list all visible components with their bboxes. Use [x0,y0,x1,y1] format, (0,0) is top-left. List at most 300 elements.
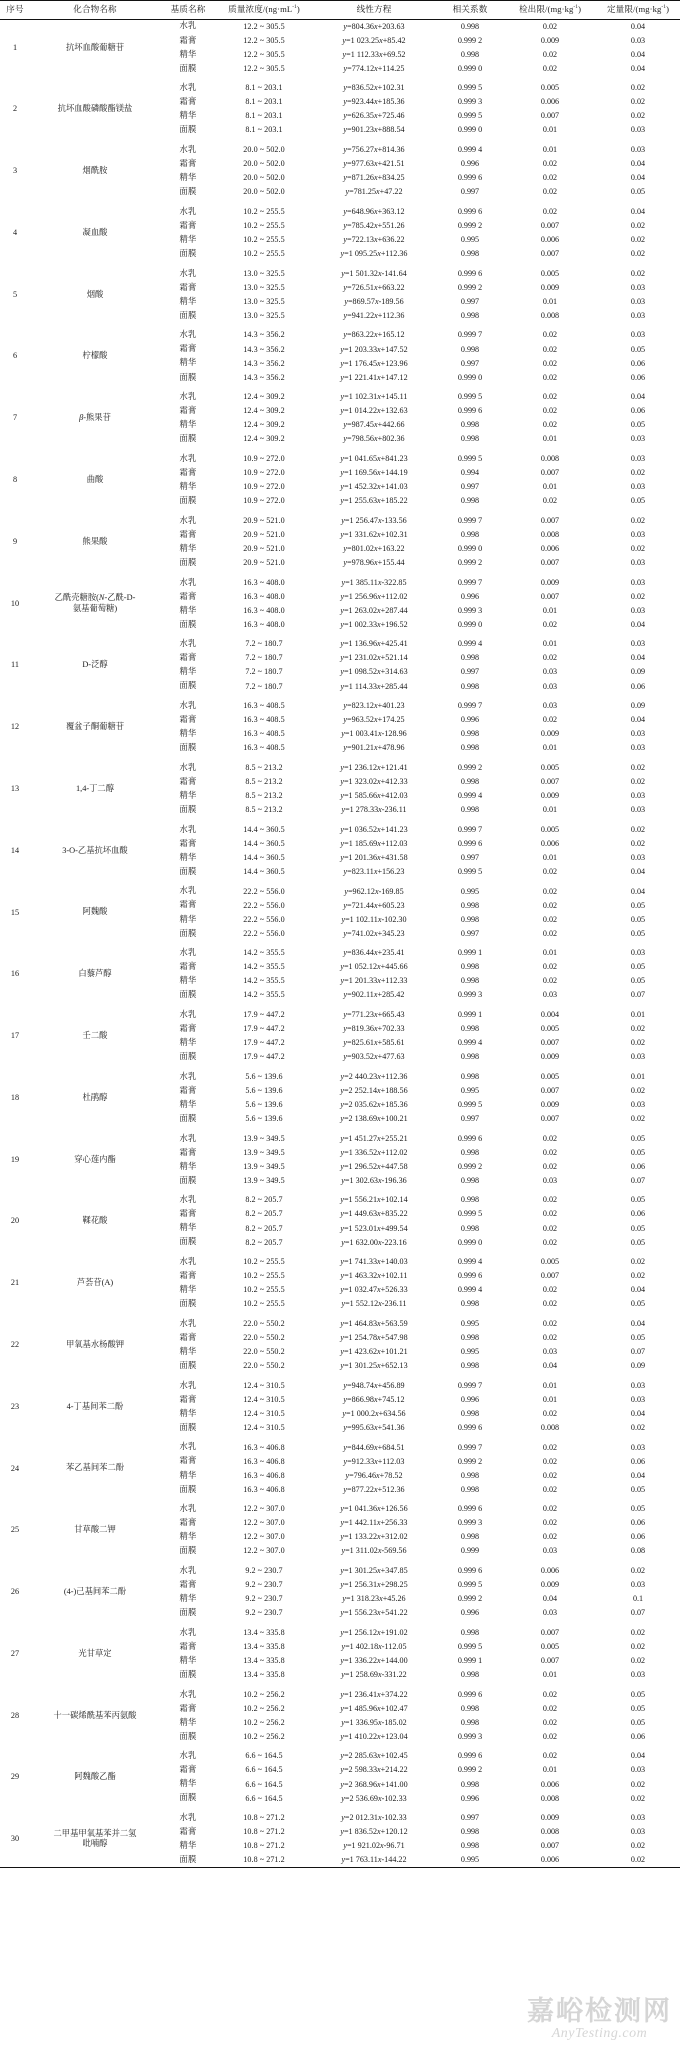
cell-loq: 0.03 [630,1394,646,1404]
cell-loq: 0.05 [630,976,646,986]
cell-correlation: 0.999 7 [457,824,483,834]
cell-equation: y=1 336.52x+112.02 [340,1147,408,1157]
cell-matrix: 精华 [179,1655,197,1665]
cell-correlation: 0.998 [460,805,480,815]
cell-lod: 0.02 [542,1408,558,1418]
cell-loq: 0.02 [630,1257,646,1267]
cell-concentration: 8.5 ~ 213.2 [245,805,283,815]
cell-concentration: 6.6 ~ 164.5 [245,1765,283,1775]
cell-correlation: 0.997 [460,482,480,492]
cell-loq: 0.09 [630,667,646,677]
cell-correlation: 0.998 [460,249,480,259]
cell-correlation: 0.999 3 [457,1518,483,1528]
cell-concentration: 16.3 ~ 406.8 [243,1442,285,1452]
cell-correlation: 0.999 6 [457,406,483,416]
cell-equation: y=1 301.25x+652.13 [340,1361,408,1371]
cell-correlation: 0.995 [460,1347,480,1357]
cell-no: 8 [12,475,18,485]
cell-compound-name: 壬二酸 [82,1031,108,1040]
cell-equation: y=995.63x+541.36 [343,1422,405,1432]
cell-concentration: 10.2 ~ 255.5 [243,1299,285,1309]
cell-correlation: 0.999 4 [457,639,483,649]
col-header-lod: 检出限$/(mg\cdot kg^{-1})$ [518,4,582,14]
cell-compound-name: 3-O-乙基抗坏血酸 [62,845,128,855]
cell-lod: 0.02 [542,900,558,910]
cell-compound-name: 二甲基甲氧基苯并二氢 吡喃醇 [53,1828,137,1849]
table-row [0,514,680,528]
cell-correlation: 0.998 [460,1703,480,1713]
cell-lod: 0.007 [540,468,560,478]
cell-equation: y=1 014.22x+132.63 [340,406,408,416]
cell-loq: 0.03 [630,1442,646,1452]
cell-lod: 0.02 [542,914,558,924]
watermark-main-text: 嘉峪检测网 [527,1995,672,2026]
cell-loq: 0.1 [632,1594,644,1604]
cell-correlation: 0.998 [460,1779,480,1789]
cell-correlation: 0.999 2 [457,1765,483,1775]
cell-lod: 0.006 [540,1855,560,1865]
cell-loq: 0.01 [630,1010,646,1020]
cell-concentration: 14.3 ~ 356.2 [243,358,285,368]
cell-concentration: 8.5 ~ 213.2 [245,791,283,801]
cell-matrix: 精华 [179,1099,197,1109]
cell-concentration: 16.3 ~ 408.5 [243,729,285,739]
cell-concentration: 14.4 ~ 360.5 [243,838,285,848]
cell-loq: 0.03 [630,145,646,155]
cell-matrix: 水乳 [179,330,197,340]
cell-lod: 0.01 [542,948,558,958]
cell-concentration: 22.0 ~ 550.2 [243,1333,285,1343]
cell-equation: y=1 003.41x-128.96 [341,729,407,739]
cell-concentration: 16.3 ~ 406.8 [243,1484,285,1494]
cell-correlation: 0.999 6 [457,1271,483,1281]
cell-concentration: 14.4 ~ 360.5 [243,866,285,876]
cell-matrix: 面膜 [179,1669,197,1679]
cell-equation: y=1 201.36x+431.58 [340,852,408,862]
cell-lod: 0.02 [542,206,558,216]
table-row [0,1193,680,1207]
cell-loq: 0.09 [630,1361,646,1371]
cell-loq: 0.02 [630,1113,646,1123]
cell-correlation: 0.999 5 [457,83,483,93]
cell-loq: 0.02 [630,1641,646,1651]
cell-matrix: 面膜 [179,125,197,135]
cell-equation: y=1 102.31x+145.11 [340,392,408,402]
cell-equation: y=648.96x+363.12 [343,206,405,216]
cell-lod: 0.02 [542,49,558,59]
cell-matrix: 精华 [179,49,197,59]
cell-equation: y=1 402.18x-112.05 [341,1641,407,1651]
cell-correlation: 0.999 3 [457,97,483,107]
cell-equation: y=1 442.11x+256.33 [340,1518,408,1528]
cell-matrix: 面膜 [179,187,197,197]
cell-correlation: 0.999 6 [457,1751,483,1761]
cell-loq: 0.02 [630,111,646,121]
cell-equation: y=901.21x+478.96 [343,743,405,753]
cell-loq: 0.05 [630,1689,646,1699]
cell-concentration: 8.2 ~ 205.7 [245,1237,283,1247]
cell-concentration: 10.2 ~ 255.5 [243,1285,285,1295]
cell-equation: y=1 256.12x+191.02 [340,1627,408,1637]
cell-lod: 0.006 [540,838,560,848]
cell-lod: 0.02 [542,344,558,354]
cell-correlation: 0.996 [460,1793,480,1803]
cell-correlation: 0.999 0 [457,543,483,553]
cell-lod: 0.02 [542,886,558,896]
cell-correlation: 0.998 [460,1024,480,1034]
cell-lod: 0.02 [542,1717,558,1727]
cell-matrix: 精华 [179,1841,197,1851]
cell-correlation: 0.998 [460,1827,480,1837]
cell-concentration: 9.2 ~ 230.7 [245,1608,283,1618]
cell-equation: y=1 185.69x+112.03 [340,838,408,848]
cell-lod: 0.01 [542,125,558,135]
cell-concentration: 8.1 ~ 203.1 [245,97,283,107]
cell-equation: y=721.44x+605.23 [343,900,405,910]
cell-loq: 0.03 [630,1813,646,1823]
cell-loq: 0.06 [630,1209,646,1219]
cell-correlation: 0.998 [460,1717,480,1727]
cell-equation: y=1 323.02x+412.33 [340,776,408,786]
cell-no: 20 [10,1216,20,1226]
cell-loq: 0.02 [630,1422,646,1432]
cell-matrix: 面膜 [179,1175,197,1185]
cell-equation: y=962.12x-169.85 [344,886,404,896]
cell-loq: 0.03 [630,729,646,739]
cell-concentration: 12.4 ~ 310.5 [243,1394,285,1404]
cell-equation: y=977.63x+421.51 [343,159,405,169]
cell-loq: 0.03 [630,1670,646,1680]
cell-matrix: 霜膏 [179,1085,197,1095]
cell-lod: 0.005 [540,1641,560,1651]
cell-compound-name: 甘草酸二钾 [74,1525,116,1535]
cell-no: 17 [10,1031,20,1041]
cell-loq: 0.09 [630,701,646,711]
cell-correlation: 0.999 5 [457,1580,483,1590]
cell-lod: 0.006 [540,235,560,244]
cell-equation: y=978.96x+155.44 [343,557,405,567]
cell-loq: 0.03 [630,529,646,539]
cell-correlation: 0.998 [460,681,480,691]
cell-correlation: 0.998 [460,1175,480,1185]
cell-concentration: 16.3 ~ 406.8 [243,1456,285,1466]
cell-equation: y=1 236.41x+374.22 [340,1689,408,1699]
cell-correlation: 0.998 [460,1470,480,1480]
cell-loq: 0.03 [630,35,646,45]
cell-correlation: 0.998 [460,434,480,444]
cell-lod: 0.01 [542,1670,558,1680]
cell-loq: 0.03 [630,482,646,492]
cell-matrix: 面膜 [179,681,197,691]
cell-concentration: 10.2 ~ 255.5 [243,249,285,259]
cell-correlation: 0.999 4 [457,145,483,155]
cell-loq: 0.02 [630,249,646,259]
cell-compound-name: 凝血酸 [82,227,108,237]
cell-loq: 0.02 [630,97,646,107]
cell-loq: 0.04 [630,1318,646,1328]
watermark [527,1997,672,2042]
cell-equation: y=2 035.62x+185.36 [340,1099,408,1109]
cell-matrix: 面膜 [179,310,197,320]
cell-lod: 0.03 [542,667,558,677]
cell-concentration: 20.9 ~ 521.0 [243,529,285,539]
cell-equation: y=1 278.33x-236.11 [341,805,407,815]
cell-loq: 0.04 [630,886,646,896]
cell-equation: y=877.22x+512.36 [343,1484,405,1494]
cell-loq: 0.02 [630,1779,646,1789]
cell-loq: 0.07 [630,990,646,1000]
cell-no: 18 [10,1092,20,1102]
cell-equation: y=1 836.52x+120.12 [340,1827,408,1837]
cell-matrix: 水乳 [179,1442,197,1452]
cell-loq: 0.04 [630,21,646,31]
cell-matrix: 面膜 [179,1608,197,1618]
table-row [0,267,680,281]
cell-loq: 0.06 [630,372,646,382]
cell-loq: 0.07 [630,1347,646,1357]
table-row [0,19,680,34]
cell-loq: 0.05 [630,962,646,972]
cell-matrix: 面膜 [179,1731,197,1741]
cell-lod: 0.007 [540,1627,560,1637]
cell-equation: y=836.52x+102.31 [343,83,405,93]
cell-equation: y=1 385.11x-322.85 [341,577,407,587]
cell-lod: 0.02 [542,1299,558,1309]
cell-equation: y=2 012.31x-102.33 [341,1813,407,1823]
cell-loq: 0.04 [630,63,646,73]
cell-compound-name: 熊果酸 [82,536,108,546]
cell-concentration: 5.6 ~ 139.6 [245,1071,283,1081]
cell-correlation: 0.999 7 [457,701,483,711]
cell-matrix: 精华 [179,605,197,615]
cell-matrix: 霜膏 [179,900,197,910]
cell-matrix: 水乳 [179,577,197,587]
cell-matrix: 霜膏 [179,591,197,601]
cell-lod: 0.009 [540,729,560,739]
cell-compound-name: 苯乙基间苯二酚 [65,1463,125,1473]
cell-correlation: 0.998 [460,900,480,910]
cell-matrix: 精华 [179,1038,197,1048]
cell-loq: 0.05 [630,344,646,354]
cell-matrix: 霜膏 [179,1641,197,1651]
cell-matrix: 水乳 [179,1566,197,1575]
cell-no: 10 [10,598,20,608]
cell-loq: 0.04 [630,866,646,876]
cell-concentration: 10.2 ~ 256.2 [243,1717,285,1727]
cell-equation: y=722.13x+636.22 [343,235,405,244]
cell-concentration: 8.5 ~ 213.2 [245,776,283,786]
cell-lod: 0.02 [542,928,558,938]
cell-loq: 0.02 [630,762,646,772]
cell-equation: y=1 585.66x+412.03 [340,791,408,801]
cell-correlation: 0.999 5 [457,392,483,402]
cell-lod: 0.02 [542,1333,558,1343]
cell-loq: 0.02 [630,543,646,553]
cell-equation: y=796.46x+78.52 [345,1470,403,1480]
cell-correlation: 0.998 [460,1052,480,1062]
cell-concentration: 22.0 ~ 550.2 [243,1318,285,1328]
cell-lod: 0.02 [542,653,558,663]
cell-loq: 0.01 [630,1071,646,1081]
cell-matrix: 精华 [179,1408,197,1418]
cell-correlation: 0.995 [460,886,480,896]
cell-lod: 0.02 [542,159,558,169]
cell-concentration: 13.4 ~ 335.8 [243,1641,285,1651]
cell-loq: 0.05 [630,1703,646,1713]
cell-loq: 0.02 [630,83,646,93]
cell-concentration: 12.2 ~ 305.5 [243,21,285,31]
cell-equation: y=902.11x+285.42 [343,990,405,1000]
cell-correlation: 0.999 6 [457,1689,483,1699]
cell-correlation: 0.998 [460,1670,480,1680]
cell-correlation: 0.998 [460,1841,480,1851]
cell-concentration: 13.4 ~ 335.8 [243,1655,285,1665]
cell-concentration: 6.6 ~ 164.5 [245,1793,283,1803]
cell-matrix: 精华 [179,1223,197,1233]
cell-loq: 0.08 [630,1546,646,1556]
cell-equation: y=1 523.01x+499.54 [340,1223,408,1233]
cell-concentration: 12.4 ~ 309.2 [243,434,285,444]
cell-matrix: 霜膏 [179,1580,197,1590]
cell-concentration: 10.9 ~ 272.0 [243,482,285,492]
cell-equation: y=1 485.96x+102.47 [340,1703,408,1713]
cell-concentration: 13.0 ~ 325.5 [243,282,285,292]
cell-correlation: 0.999 5 [457,1099,483,1109]
cell-lod: 0.01 [542,482,558,492]
cell-concentration: 13.9 ~ 349.5 [243,1161,285,1171]
cell-equation: y=825.61x+585.61 [343,1038,405,1048]
cell-correlation: 0.999 0 [457,125,483,135]
cell-loq: 0.03 [630,1099,646,1109]
cell-compound-name: 曲酸 [86,474,104,484]
cell-loq: 0.05 [630,1717,646,1727]
cell-correlation: 0.999 6 [457,206,483,216]
cell-concentration: 10.2 ~ 255.5 [243,235,285,244]
cell-concentration: 13.0 ~ 325.5 [243,310,285,320]
cell-matrix: 面膜 [179,1361,197,1371]
cell-concentration: 13.4 ~ 335.8 [243,1670,285,1680]
cell-concentration: 16.3 ~ 408.5 [243,715,285,725]
cell-correlation: 0.997 [460,852,480,862]
cell-lod: 0.007 [540,1038,560,1048]
cell-loq: 0.02 [630,1085,646,1095]
cell-correlation: 0.999 2 [457,282,483,292]
cell-concentration: 10.2 ~ 256.2 [243,1689,285,1699]
cell-matrix: 面膜 [179,557,197,567]
cell-equation: y=1 256.47x-133.56 [341,515,407,525]
cell-concentration: 10.8 ~ 271.2 [243,1841,285,1851]
cell-concentration: 16.3 ~ 406.8 [243,1470,285,1480]
cell-loq: 0.03 [630,282,646,292]
cell-equation: y=1 098.52x+314.63 [340,667,408,677]
cell-matrix: 精华 [179,1717,197,1727]
cell-concentration: 13.0 ~ 325.5 [243,296,285,306]
cell-concentration: 12.2 ~ 307.0 [243,1518,285,1528]
table-row [0,329,680,343]
cell-no: 16 [10,969,20,979]
cell-equation: y=1 236.12x+121.41 [340,762,408,772]
cell-matrix: 霜膏 [179,1765,197,1775]
cell-equation: y=1 556.23x+541.22 [340,1608,408,1618]
cell-correlation: 0.999 4 [457,1285,483,1295]
cell-matrix: 霜膏 [179,1518,197,1528]
cell-equation: y=1 921.02x-96.71 [343,1841,405,1851]
cell-concentration: 10.2 ~ 255.5 [243,220,285,230]
cell-compound-name: D-泛醇 [82,660,108,670]
cell-matrix: 面膜 [179,1546,197,1556]
cell-loq: 0.05 [630,1333,646,1343]
cell-loq: 0.04 [630,1470,646,1480]
cell-lod: 0.01 [542,1380,558,1390]
cell-matrix: 水乳 [179,824,197,834]
table-row [0,1070,680,1084]
cell-correlation: 0.999 4 [457,1257,483,1267]
cell-matrix: 霜膏 [179,1703,197,1713]
table-row [0,576,680,590]
cell-correlation: 0.998 [460,1223,480,1233]
cell-loq: 0.05 [630,1299,646,1309]
cell-matrix: 精华 [179,852,197,862]
cell-loq: 0.04 [630,653,646,663]
cell-concentration: 14.4 ~ 360.5 [243,852,285,862]
cell-equation: y=2 138.69x+100.21 [340,1113,408,1123]
cell-correlation: 0.998 [460,914,480,924]
cell-equation: y=941.22x+112.36 [343,310,405,320]
cell-loq: 0.03 [630,310,646,320]
cell-correlation: 0.999 4 [457,791,483,801]
cell-concentration: 8.2 ~ 205.7 [245,1195,283,1205]
col-header-correlation: 相关系数 [452,4,488,14]
cell-concentration: 22.2 ~ 556.0 [243,886,285,896]
cell-correlation: 0.999 6 [457,1133,483,1143]
cell-lod: 0.02 [542,1456,558,1466]
cell-correlation: 0.998 [460,344,480,354]
cell-matrix: 精华 [179,1161,197,1171]
cell-equation: y=1 763.11x-144.22 [341,1855,407,1865]
cell-equation: y=1 410.22x+123.04 [340,1731,408,1741]
cell-concentration: 20.0 ~ 502.0 [243,159,285,169]
cell-concentration: 14.3 ~ 356.2 [243,372,285,382]
cell-loq: 0.03 [630,852,646,862]
cell-equation: y=863.22x+165.12 [343,330,405,340]
cell-loq: 0.04 [630,173,646,183]
cell-correlation: 0.999 7 [457,330,483,340]
cell-concentration: 22.2 ~ 556.0 [243,914,285,924]
cell-loq: 0.03 [630,330,646,340]
cell-loq: 0.02 [630,268,646,278]
cell-loq: 0.02 [630,838,646,848]
cell-equation: y=1 255.63x+185.22 [340,496,408,506]
cell-lod: 0.009 [540,791,560,801]
cell-matrix: 水乳 [179,1009,197,1019]
cell-equation: y=1 041.65x+841.23 [340,454,408,464]
table-row [0,1317,680,1331]
cell-lod: 0.03 [542,1546,558,1556]
cell-matrix: 面膜 [179,1052,197,1062]
cell-matrix: 水乳 [179,1318,197,1328]
cell-loq: 0.04 [630,715,646,725]
table-row [0,1379,680,1393]
cell-equation: y=1 452.32x+141.03 [340,482,408,492]
cell-lod: 0.02 [542,1689,558,1699]
cell-matrix: 水乳 [179,1504,197,1514]
cell-correlation: 0.998 [460,1195,480,1205]
cell-loq: 0.07 [630,1608,646,1618]
cell-equation: y=741.02x+345.23 [343,928,405,938]
cell-lod: 0.007 [540,1841,560,1851]
cell-matrix: 面膜 [179,434,197,444]
cell-concentration: 22.0 ~ 550.2 [243,1347,285,1357]
